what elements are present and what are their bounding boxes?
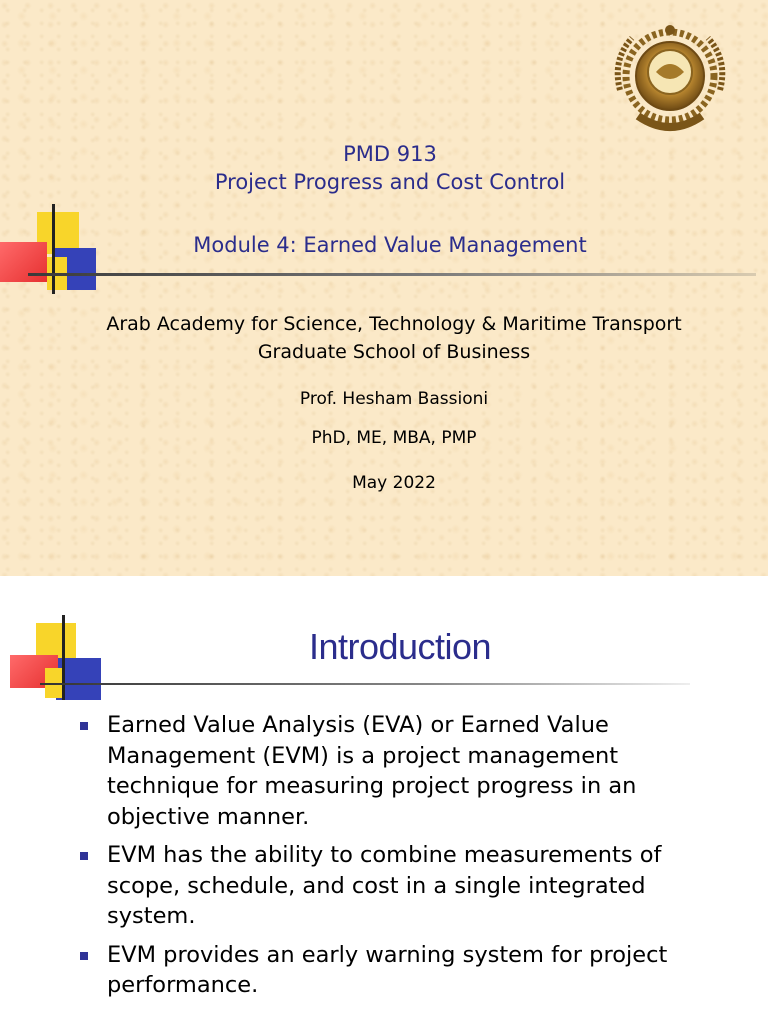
list-item <box>78 710 698 832</box>
slide-title: Introduction <box>308 626 492 667</box>
professor-name: Prof. Hesham Bassioni <box>299 389 489 409</box>
presentation-date: May 2022 <box>352 473 436 493</box>
professor-credentials: PhD, ME, MBA, PMP <box>311 428 477 448</box>
course-code: PMD 913 <box>343 142 437 166</box>
vertical-line <box>62 615 65 700</box>
school-name: Graduate School of Business <box>257 341 531 363</box>
course-title: Project Progress and Cost Control <box>214 170 566 194</box>
bullet-text: EVM provides an early warning system for project performance. <box>107 941 668 998</box>
university-seal-icon <box>598 20 740 142</box>
institution-name: Arab Academy for Science, Technology & Maritime Transport <box>106 313 682 335</box>
module-title: Module 4: Earned Value Management <box>193 233 587 257</box>
title-divider <box>28 273 756 276</box>
decorative-squares <box>0 610 110 710</box>
square-bullet-icon <box>80 722 88 730</box>
bullet-text: EVM has the ability to combine measurements of scope, schedule, and cost in a single integrated system. <box>107 842 662 929</box>
course-title-block <box>100 140 680 196</box>
red-square <box>0 242 47 282</box>
bullet-list <box>78 710 698 1009</box>
list-item <box>78 840 698 932</box>
decorative-squares <box>0 200 110 300</box>
title-divider <box>40 683 690 685</box>
vertical-line <box>52 204 55 294</box>
introduction-slide <box>0 576 768 1024</box>
bullet-text: Earned Value Analysis (EVA) or Earned Value Management (EVM) is a project management technique for measuring project progress in an objective manner. <box>107 712 637 830</box>
square-bullet-icon <box>80 852 88 860</box>
list-item <box>78 940 698 1001</box>
square-bullet-icon <box>80 952 88 960</box>
